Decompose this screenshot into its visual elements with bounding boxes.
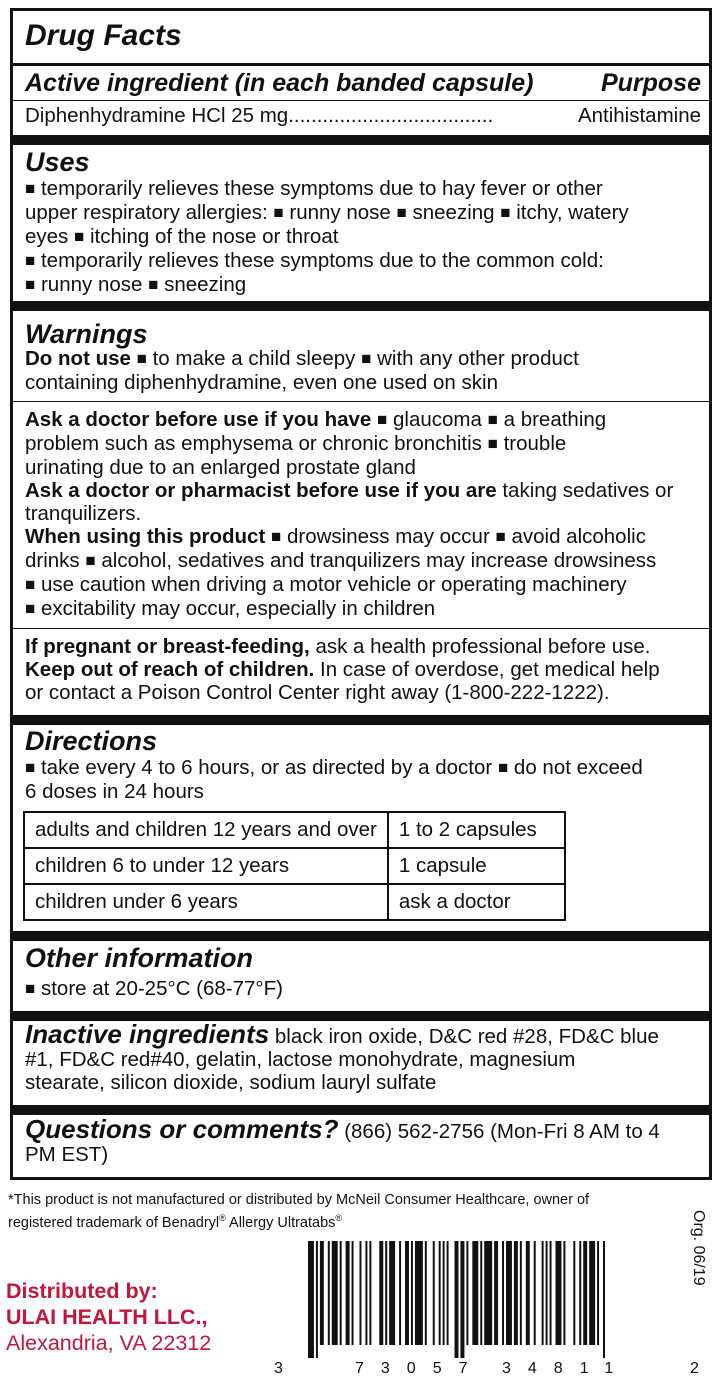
barcode-bar <box>472 1241 478 1345</box>
inactive-ingredients-text: Inactive ingredients black iron oxide, D&C red #28, FD&C blue #1, FD&C red#40, gelatin, lactose monohydrate, magnesium stearate, silicon dioxide, sodium lauryl sulfate <box>25 1019 659 1094</box>
barcode-bar <box>447 1241 449 1345</box>
barcode-bar <box>597 1241 599 1345</box>
barcode-bar <box>365 1241 367 1345</box>
barcode-bar <box>506 1241 512 1345</box>
barcode-bar <box>308 1241 314 1358</box>
distributor-label: Distributed by: <box>6 1279 158 1303</box>
barcode-bar <box>494 1241 498 1345</box>
pregnant-keep-out-text: If pregnant or breast-feeding, ask a health professional before use. Keep out of reach of children. In case of overdose, get medical help or contact a Poison Control Center right away (1-800-222-1222). <box>25 635 660 704</box>
purpose-heading: Purpose <box>600 69 701 97</box>
barcode-bar <box>328 1241 330 1345</box>
drug-facts-title: Drug Facts <box>25 19 182 52</box>
ingredient-purpose: Antihistamine <box>577 104 701 127</box>
active-ingredient-heading: Active ingredient (in each banded capsule) <box>25 69 534 97</box>
ask-doctor-text: Ask a doctor before use if you have ■ glaucoma ■ a breathing problem such as emphysema or chronic bronchitis ■ trouble urinating due to an enlarged prostate gland Ask a doctor or pharmacist before use if you are taking sedatives or tranquilizers. When using this product ■ drowsiness may occur ■ avoid alcoholic drinks ■ alcohol, sedatives and tranquilizers may increase drowsiness ■ use caution when driving a motor vehicle or operating machinery ■ excitability may occur, especially in children <box>25 408 674 620</box>
barcode-bar <box>320 1241 324 1345</box>
barcode-group-1: 73057 <box>355 1360 485 1377</box>
barcode-bar <box>603 1241 605 1358</box>
barcode-bar <box>502 1241 504 1345</box>
directions-heading: Directions <box>25 726 158 756</box>
barcode-bar <box>460 1241 464 1358</box>
dosage-amount-cell: 1 to 2 capsules <box>388 812 565 848</box>
trademark-footnote: *This product is not manufactured or distributed by McNeil Consumer Healthcare, owner of registered trademark of Benadryl® Allergy Ultratabs® <box>8 1192 590 1231</box>
inactive-ingredients-heading: Inactive ingredients <box>25 1019 270 1049</box>
dosage-age-cell: children under 6 years <box>24 884 388 920</box>
barcode-bar <box>466 1241 468 1345</box>
barcode-bar <box>389 1241 395 1345</box>
uses-heading: Uses <box>25 147 90 177</box>
divider <box>13 628 709 629</box>
section-divider <box>13 931 709 941</box>
table-row <box>24 884 565 920</box>
barcode-bar <box>589 1241 595 1345</box>
table-row <box>24 848 565 884</box>
divider <box>13 63 709 66</box>
barcode-bar <box>550 1241 552 1345</box>
barcode-bar <box>359 1241 361 1345</box>
barcode-bar <box>415 1241 423 1345</box>
do-not-use-text: Do not use ■ to make a child sleepy ■ with any other product containing diphenhydramine, even one used on skin <box>25 347 579 394</box>
dosage-amount-cell: 1 capsule <box>388 848 565 884</box>
barcode-bar <box>534 1241 536 1345</box>
barcode-bar <box>332 1241 338 1345</box>
barcode-bar <box>433 1241 435 1345</box>
other-info-text: ■ store at 20-25°C (68-77°F) <box>25 977 283 1000</box>
barcode-right-digit: 2 <box>690 1360 699 1377</box>
other-info-heading: Other information <box>25 943 253 973</box>
barcode-bar <box>411 1241 413 1345</box>
active-ingredient-row <box>25 104 701 127</box>
barcode-bar <box>579 1241 581 1345</box>
barcode-bar <box>316 1241 318 1358</box>
barcode-bar <box>542 1241 544 1345</box>
ingredient-name: Diphenhydramine HCl 25 mg <box>25 104 289 127</box>
distributor-address: Alexandria, VA 22312 <box>6 1331 212 1355</box>
barcode-group-2: 34811 <box>502 1360 631 1377</box>
upc-barcode <box>306 1241 673 1358</box>
barcode-bar <box>520 1241 522 1345</box>
table-row <box>24 812 565 848</box>
barcode-bar <box>340 1241 342 1345</box>
dosage-age-cell: children 6 to under 12 years <box>24 848 388 884</box>
barcode-bar <box>484 1241 492 1345</box>
barcode-bar <box>405 1241 409 1345</box>
active-ingredient-header-row <box>25 69 701 97</box>
barcode-bar <box>583 1241 587 1345</box>
barcode-bar <box>546 1241 548 1345</box>
warnings-heading: Warnings <box>25 319 148 349</box>
section-divider <box>13 301 709 311</box>
barcode-bar <box>385 1241 387 1345</box>
distributor-name: ULAI HEALTH LLC., <box>6 1305 208 1329</box>
barcode-bar <box>399 1241 401 1345</box>
barcode-bar <box>526 1241 530 1345</box>
directions-text: ■ take every 4 to 6 hours, or as directed by a doctor ■ do not exceed 6 doses in 24 hours <box>25 756 643 803</box>
divider <box>13 100 709 101</box>
barcode-bar <box>443 1241 445 1345</box>
barcode-bar <box>563 1241 565 1345</box>
questions-text: Questions or comments? (866) 562-2756 (Mon-Fri 8 AM to 4 PM EST) <box>25 1114 660 1166</box>
section-divider <box>13 715 709 725</box>
questions-heading: Questions or comments? <box>25 1114 339 1144</box>
org-date: Org. 06/19 <box>690 1210 707 1286</box>
barcode-left-digit: 3 <box>274 1360 283 1377</box>
dosage-age-cell: adults and children 12 years and over <box>24 812 388 848</box>
barcode-bar <box>455 1241 459 1358</box>
drug-facts-panel <box>10 8 712 1180</box>
dosage-amount-cell: ask a doctor <box>388 884 565 920</box>
uses-text: ■ temporarily relieves these symptoms due to hay fever or other upper respiratory allergies: ■ runny nose ■ sneezing ■ itchy, watery eyes ■ itching of the nose or throat ■ temporarily relieves these symptoms due to the common cold: ■ runny nose ■ sneezing <box>25 177 629 296</box>
barcode-bar <box>352 1241 354 1345</box>
barcode-bar <box>439 1241 441 1345</box>
section-divider <box>13 135 709 145</box>
barcode-bar <box>425 1241 427 1345</box>
divider <box>13 401 709 402</box>
barcode-bar <box>514 1241 518 1345</box>
barcode-bar <box>556 1241 562 1345</box>
barcode-bar <box>480 1241 482 1345</box>
dosage-table <box>23 811 566 921</box>
barcode-bar <box>369 1241 371 1345</box>
barcode-bar <box>573 1241 575 1345</box>
barcode-bar <box>379 1241 383 1345</box>
barcode-bar <box>346 1241 350 1345</box>
leader-dots: .................................... <box>288 104 494 127</box>
